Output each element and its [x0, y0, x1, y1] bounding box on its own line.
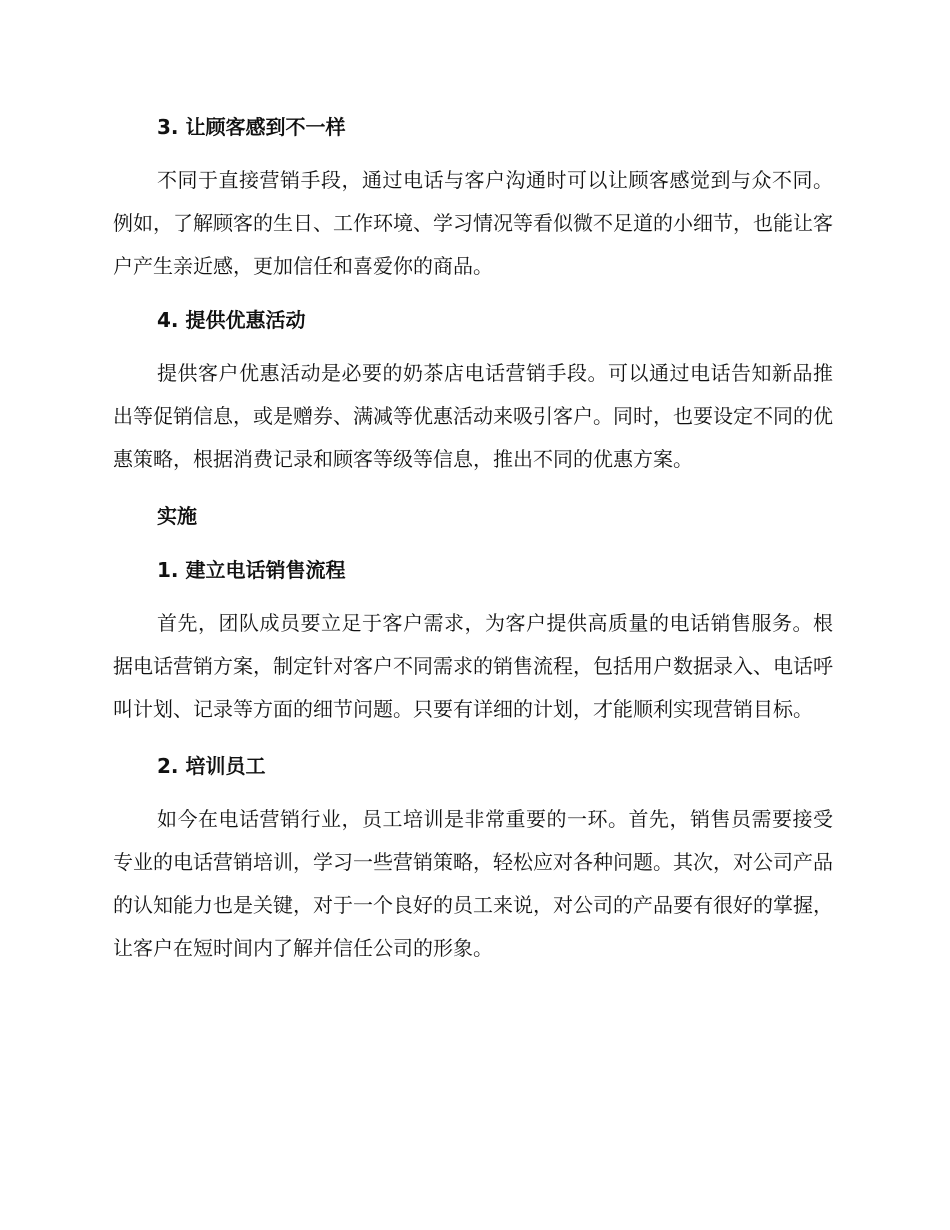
- section-heading: 1. 建立电话销售流程: [157, 558, 346, 582]
- body-paragraph: 提供客户优惠活动是必要的奶茶店电话营销手段。可以通过电话告知新品推出等促销信息，或是赠券、满减等优惠活动来吸引客户。同时，也要设定不同的优惠策略，根据消费记录和顾客等级等信息，推出不同的优惠方案。: [113, 361, 833, 471]
- body-paragraph: 不同于直接营销手段，通过电话与客户沟通时可以让顾客感觉到与众不同。例如，了解顾客的生日、工作环境、学习情况等看似微不足道的小细节，也能让客户产生亲近感，更加信任和喜爱你的商品。: [113, 168, 833, 278]
- body-paragraph: 如今在电话营销行业，员工培训是非常重要的一环。首先，销售员需要接受专业的电话营销培训，学习一些营销策略，轻松应对各种问题。其次，对公司产品的认知能力也是关键，对于一个良好的员工来说，对公司的产品要有很好的掌握，让客户在短时间内了解并信任公司的形象。: [113, 807, 833, 960]
- section-heading: 4. 提供优惠活动: [157, 308, 306, 332]
- body-paragraph: 首先，团队成员要立足于客户需求，为客户提供高质量的电话销售服务。根据电话营销方案，制定针对客户不同需求的销售流程，包括用户数据录入、电话呼叫计划、记录等方面的细节问题。只要有详细的计划，才能顺利实现营销目标。: [113, 611, 833, 721]
- chapter-heading: 实施: [157, 504, 197, 528]
- section-heading: 2. 培训员工: [157, 754, 266, 778]
- document-body: [113, 110, 833, 970]
- section-heading: 3. 让顾客感到不一样: [157, 115, 346, 139]
